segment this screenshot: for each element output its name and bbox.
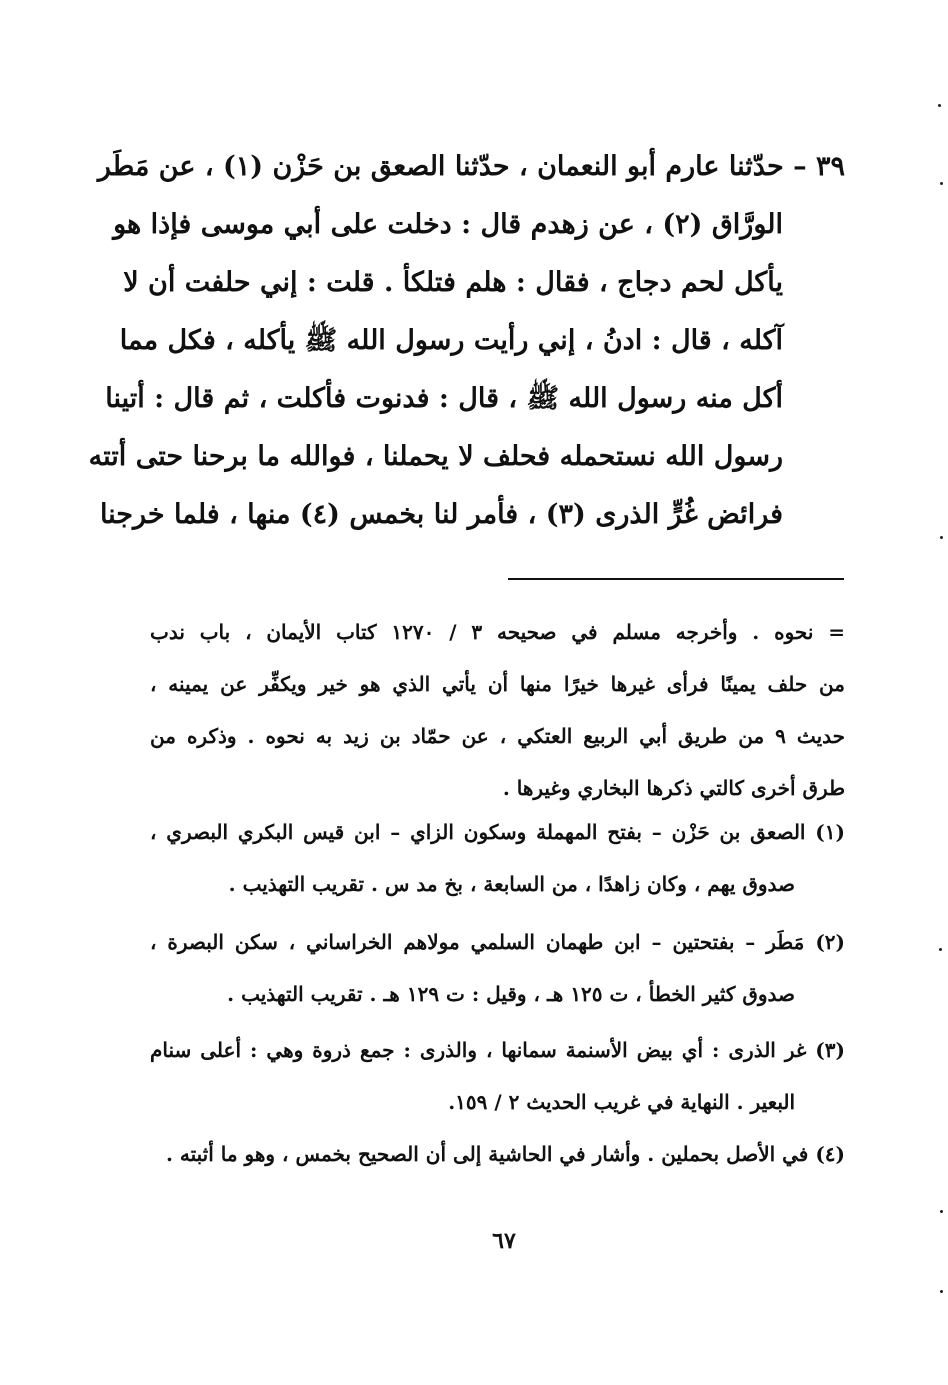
footnote-line: (٢) مَطَر – بفتحتين – ابن طهمان السلمي مولاهم الخراساني ، سكن البصرة ،: [150, 930, 845, 954]
hadith-line: رسول الله نستحمله فحلف لا يحملنا ، فوالله ما برحنا حتى أتته: [88, 441, 783, 472]
hadith-number: ٣٩: [815, 151, 845, 182]
scan-speck: [940, 1210, 943, 1213]
footnote-line: (١) الصعق بن حَزْن – بفتح المهملة وسكون الزاي – ابن قيس البكري البصري ،: [150, 820, 845, 844]
footnote-line: صدوق كثير الخطأ ، ت ١٢٥ هـ ، وقيل : ت ١٢٩ هـ . تقريب التهذيب .: [227, 982, 795, 1006]
footnote-2: [150, 916, 845, 1020]
hadith-line: أكل منه رسول الله ﷺ ، قال : فدنوت فأكلت ، ثم قال : أتينا: [105, 383, 783, 414]
footnote-separator: [508, 578, 844, 580]
hadith-line-text: – حدّثنا عارم أبو النعمان ، حدّثنا الصعق بن حَزْن (١) ، عن مَطَر: [97, 151, 807, 182]
footnote-line: (٤) في الأصل بحملين . وأشار في الحاشية إلى أن الصحيح بخمس ، وهو ما أثبته .: [165, 1142, 845, 1166]
hadith-line: الورَّاق (٢) ، عن زهدم قال : دخلت على أبي موسى فإذا هو: [113, 209, 783, 240]
scan-speck: [940, 182, 943, 185]
hadith-line: يأكل لحم دجاج ، فقال : هلم فتلكأ . قلت : إني حلفت أن لا: [123, 267, 783, 298]
scan-speck: [940, 1290, 943, 1293]
scan-speck: [940, 536, 943, 539]
footnote-line: (٣) غر الذرى : أي بيض الأسنمة سمانها ، والذرى : جمع ذروة وهي : أعلى سنام: [150, 1038, 845, 1062]
scan-speck: [939, 948, 942, 951]
footnote-3: [150, 1024, 845, 1128]
footnote-line: البعير . النهاية في غريب الحديث ٢ / ١٥٩.: [448, 1090, 795, 1114]
footnote-line: طرق أخرى كالتي ذكرها البخاري وغيرها .: [502, 776, 845, 800]
footnote-line: = نحوه . وأخرجه مسلم في صحيحه ٣ / ١٢٧٠ كتاب الأيمان ، باب ندب: [150, 620, 845, 644]
footnote-line: صدوق يهم ، وكان زاهدًا ، من السابعة ، بخ مد س . تقريب التهذيب .: [228, 872, 795, 896]
hadith-text: [88, 138, 845, 544]
hadith-line: آكله ، قال : ادنُ ، إني رأيت رسول الله ﷺ يأكله ، فكل مما: [119, 325, 783, 356]
hadith-line: [97, 138, 845, 196]
hadith-line: فرائض غُرٍّ الذرى (٣) ، فأمر لنا بخمس (٤) منها ، فلما خرجنا: [99, 499, 783, 530]
scan-speck: [938, 104, 941, 107]
page-number: ٦٧: [492, 1228, 516, 1254]
footnote-line: من حلف يمينًا فرأى غيرها خيرًا منها أن يأتي الذي هو خير ويكفِّر عن يمينه ،: [150, 672, 845, 696]
footnote-continuation: [150, 606, 845, 814]
footnote-1: [150, 806, 845, 910]
footnote-line: حديث ٩ من طريق أبي الربيع العتكي ، عن حمّاد بن زيد به نحوه . وذكره من: [150, 724, 845, 748]
footnote-4: [150, 1128, 845, 1180]
